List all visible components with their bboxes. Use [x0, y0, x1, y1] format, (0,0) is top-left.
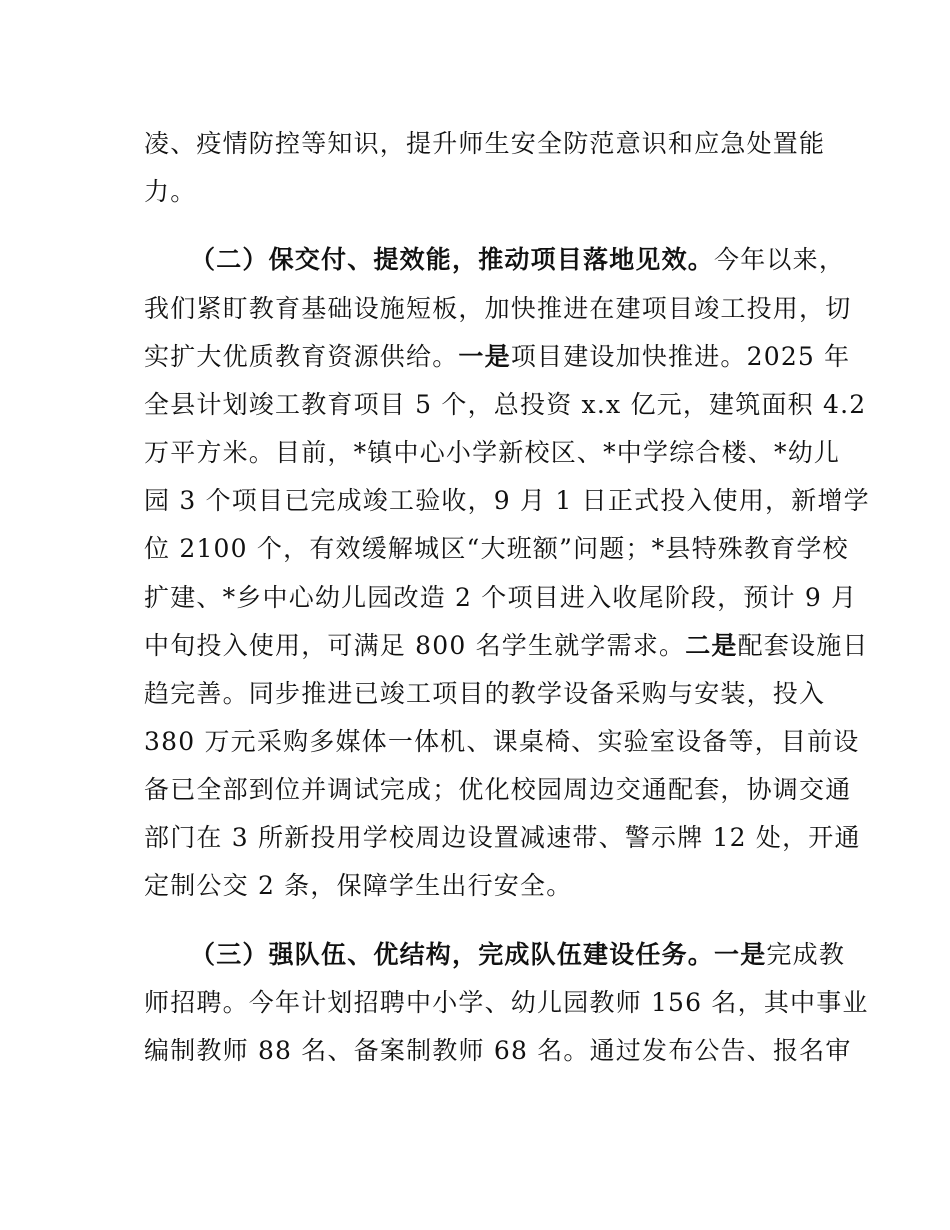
paragraph-2-line-2: 我们紧盯教育基础设施短板，加快推进在建项目竣工投用，切: [144, 294, 852, 323]
paragraph-3-line-1: [190, 935, 846, 975]
paragraph-2-line-7: 位 2100 个，有效缓解城区“大班额”问题；*县特殊教育学校: [144, 534, 849, 563]
paragraph-2-line-9-rest: 配套设施日: [737, 631, 869, 660]
paragraph-2-line-14: 定制公交 2 条，保障学生出行安全。: [144, 871, 573, 900]
paragraph-3-line-1-rest: 完成教: [766, 940, 846, 969]
paragraph-2-line-4: 全县计划竣工教育项目 5 个，总投资 x.x 亿元，建筑面积 4.2: [144, 390, 867, 419]
paragraph-2-line-8: 扩建、*乡中心幼儿园改造 2 个项目进入收尾阶段，预计 9 月: [144, 583, 858, 612]
paragraph-2-line-10: 趋完善。同步推进已竣工项目的教学设备采购与安装，投入: [144, 679, 826, 708]
paragraph-1-line-1: 凌、疫情防控等知识，提升师生安全防范意识和应急处置能: [144, 129, 826, 158]
section-heading-3: （三）强队伍、优结构，完成队伍建设任务。: [190, 940, 715, 969]
paragraph-2-line-1: [190, 240, 846, 280]
paragraph-2-line-6: 园 3 个项目已完成竣工验收，9 月 1 日正式投入使用，新增学: [144, 486, 870, 515]
point-marker-first: 一是: [458, 342, 511, 371]
paragraph-2-line-3: [144, 337, 851, 377]
paragraph-3-line-2: 师招聘。今年计划招聘中小学、幼儿园教师 156 名，其中事业: [144, 988, 869, 1017]
section-heading-2: （二）保交付、提效能，推动项目落地见效。: [190, 245, 715, 274]
paragraph-2-line-3-rest: 项目建设加快推进。2025 年: [510, 342, 851, 371]
paragraph-2-line-3-lead: 实扩大优质教育资源供给。: [144, 342, 459, 371]
paragraph-2-line-1-text: 今年以来，: [714, 245, 846, 274]
paragraph-2-line-5: 万平方米。目前，*镇中心小学新校区、*中学综合楼、*幼儿: [144, 438, 841, 467]
paragraph-2-line-9-lead: 中旬投入使用，可满足 800 名学生就学需求。: [144, 631, 686, 660]
point-marker-first-3: 一是: [714, 940, 767, 969]
paragraph-1-line-2: 力。: [144, 177, 197, 206]
paragraph-3-line-3: 编制教师 88 名、备案制教师 68 名。通过发布公告、报名审: [144, 1036, 852, 1065]
point-marker-second: 二是: [685, 631, 738, 660]
paragraph-2-line-13: 部门在 3 所新投用学校周边设置减速带、警示牌 12 处，开通: [144, 823, 861, 852]
paragraph-2-line-9: [144, 626, 869, 666]
paragraph-2-line-12: 备已全部到位并调试完成；优化校园周边交通配套，协调交通: [144, 775, 852, 804]
paragraph-2-line-11: 380 万元采购多媒体一体机、课桌椅、实验室设备等，目前设: [144, 727, 860, 756]
